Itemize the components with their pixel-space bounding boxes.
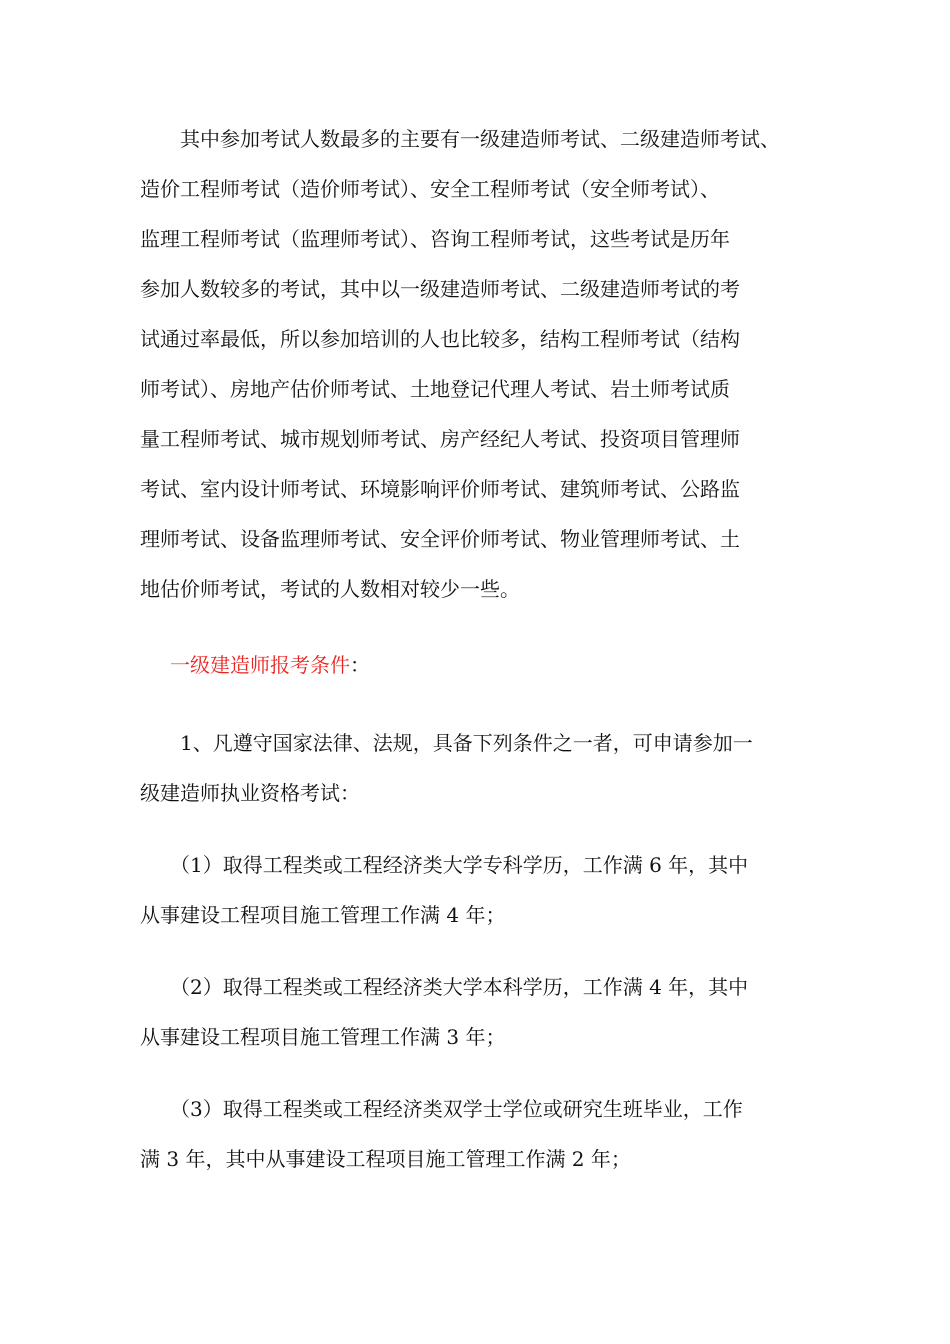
text-line: 从事建设工程项目施工管理工作满 3 年； bbox=[140, 1025, 506, 1049]
text-line: 试通过率最低，所以参加培训的人也比较多，结构工程师考试（结构 bbox=[140, 327, 740, 351]
text-line: （3）取得工程类或工程经济类双学士学位或研究生班毕业，工作 bbox=[140, 1097, 743, 1121]
text-line: 满 3 年，其中从事建设工程项目施工管理工作满 2 年； bbox=[140, 1147, 631, 1171]
text-line: 1、凡遵守国家法律、法规，具备下列条件之一者，可申请参加一 bbox=[140, 731, 753, 755]
text-line: 其中参加考试人数最多的主要有一级建造师考试、二级建造师考试、 bbox=[140, 127, 780, 151]
condition-item-2 bbox=[140, 962, 840, 1062]
text-line: 从事建设工程项目施工管理工作满 4 年； bbox=[140, 903, 506, 927]
text-line: 理师考试、设备监理师考试、安全评价师考试、物业管理师考试、土 bbox=[140, 527, 740, 551]
text-line: 师考试）、房地产估价师考试、土地登记代理人考试、岩土师考试质 bbox=[140, 377, 730, 401]
intro-paragraph bbox=[140, 114, 840, 614]
heading-text: 一级建造师报考条件 bbox=[170, 653, 350, 677]
condition-paragraph bbox=[140, 718, 840, 818]
text-line: 监理工程师考试（监理师考试）、咨询工程师考试，这些考试是历年 bbox=[140, 227, 730, 251]
text-line: （1）取得工程类或工程经济类大学专科学历，工作满 6 年，其中 bbox=[140, 853, 749, 877]
text-line: 造价工程师考试（造价师考试）、安全工程师考试（安全师考试）、 bbox=[140, 177, 720, 201]
condition-item-3 bbox=[140, 1084, 840, 1184]
text-line: 量工程师考试、城市规划师考试、房产经纪人考试、投资项目管理师 bbox=[140, 427, 740, 451]
heading-colon: ： bbox=[350, 653, 370, 677]
text-line: 级建造师执业资格考试： bbox=[140, 781, 360, 805]
text-line: （2）取得工程类或工程经济类大学本科学历，工作满 4 年，其中 bbox=[140, 975, 749, 999]
condition-item-1 bbox=[140, 840, 840, 940]
text-line: 参加人数较多的考试，其中以一级建造师考试、二级建造师考试的考 bbox=[140, 277, 740, 301]
text-line: 考试、室内设计师考试、环境影响评价师考试、建筑师考试、公路监 bbox=[140, 477, 740, 501]
text-line: 地估价师考试，考试的人数相对较少一些。 bbox=[140, 577, 520, 601]
section-heading bbox=[170, 640, 870, 690]
